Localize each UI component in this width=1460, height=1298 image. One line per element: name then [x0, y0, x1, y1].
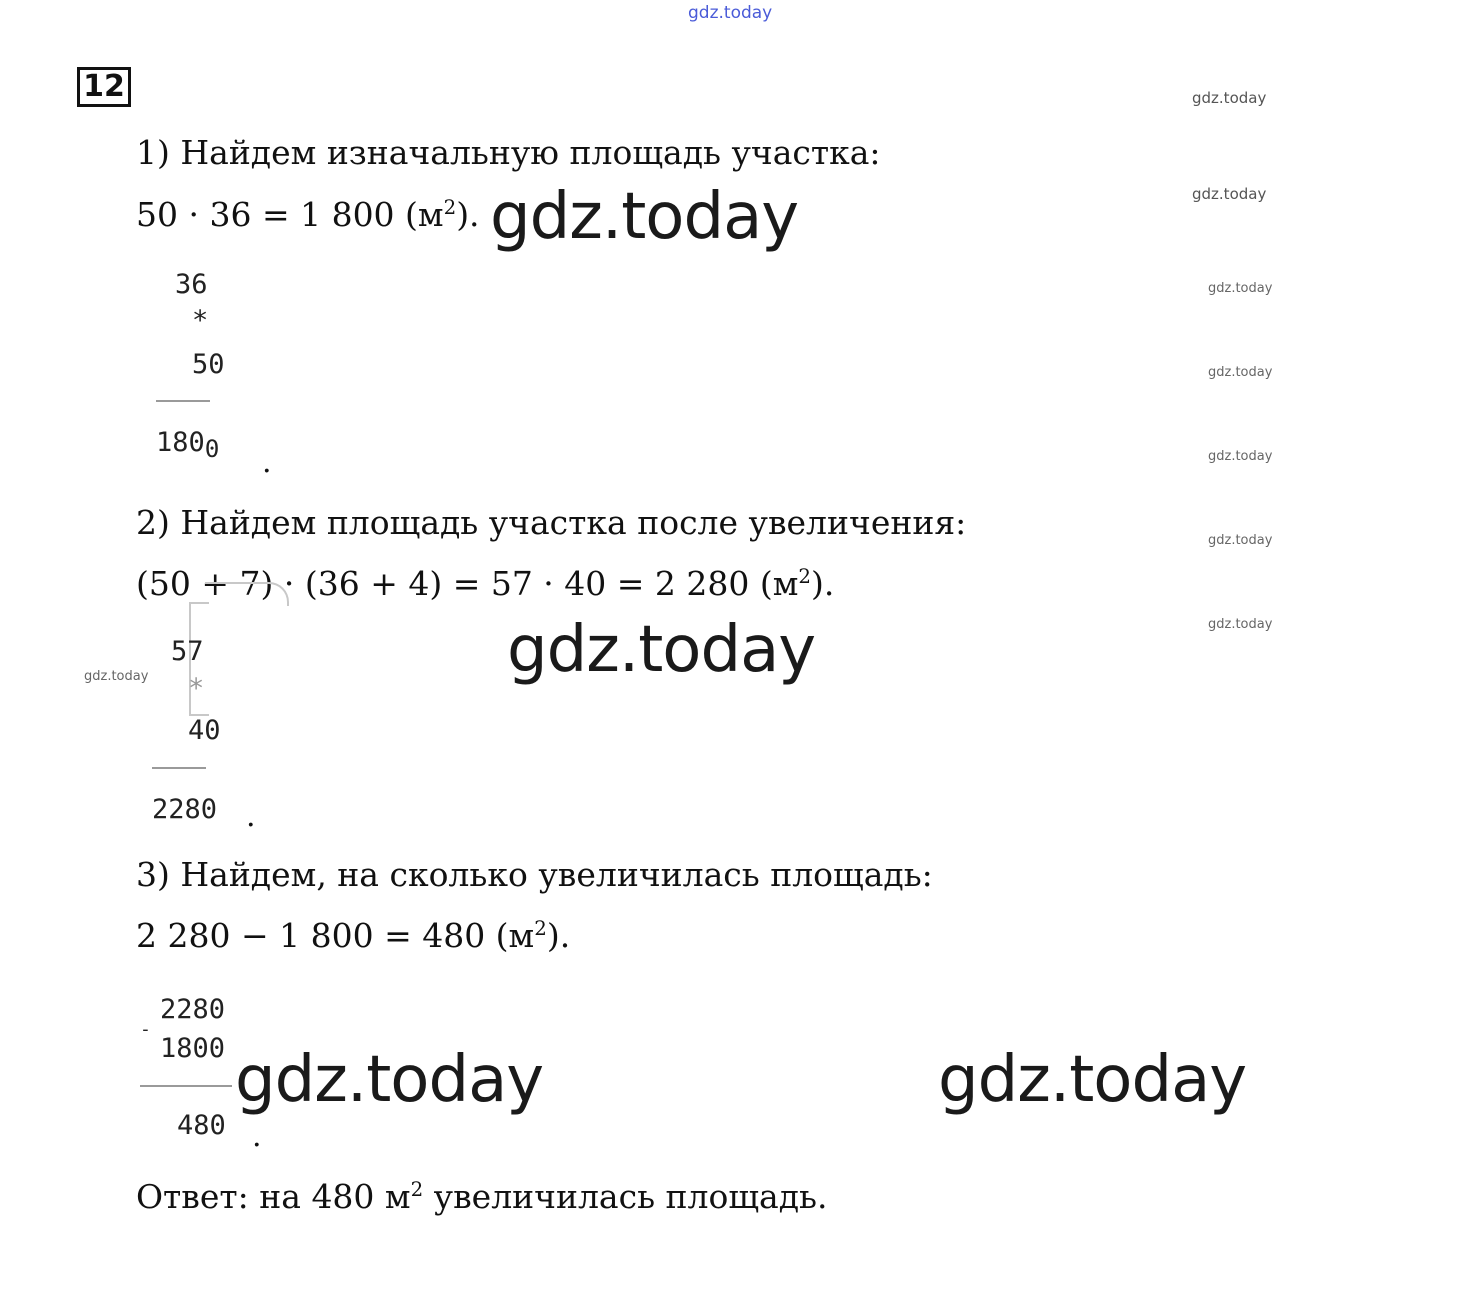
col1-operator: *	[192, 305, 209, 336]
answer-line	[136, 1177, 828, 1217]
watermark-big-2: gdz.today	[507, 613, 816, 687]
col1-bottom: 50	[192, 349, 225, 380]
step-1-expression	[136, 195, 480, 235]
watermark-big-1: gdz.today	[490, 180, 799, 254]
watermark-tiny-left: gdz.today	[84, 669, 149, 684]
col1-result-main: 180	[156, 427, 205, 458]
col2-top: 57	[171, 636, 204, 667]
step-3-expression	[136, 916, 570, 956]
col3-operator: -	[140, 1019, 151, 1040]
watermark-small-1: gdz.today	[1192, 89, 1267, 107]
col1-dot: .	[262, 445, 272, 480]
col2-rule	[152, 767, 206, 769]
step-1-expr-sup: 2	[443, 196, 457, 219]
col3-dot: .	[252, 1119, 262, 1154]
col2-bottom: 40	[188, 715, 221, 746]
step-2-expr-text: (50 + 7) · (36 + 4) = 57 · 40 = 2 280 (м	[136, 564, 799, 603]
col1-top: 36	[175, 269, 208, 300]
step-2-expr-sup: 2	[798, 565, 812, 588]
col1-rule	[156, 400, 210, 402]
step-2-heading: 2) Найдем площадь участка после увеличения:	[136, 503, 967, 542]
watermark-tiny-4: gdz.today	[1208, 533, 1273, 548]
watermark-tiny-5: gdz.today	[1208, 617, 1273, 632]
watermark-small-2: gdz.today	[1192, 185, 1267, 203]
step-3-expr-sup: 2	[534, 917, 547, 940]
answer-sup: 2	[410, 1178, 424, 1201]
step-1-heading: 1) Найдем изначальную площадь участка:	[136, 133, 881, 172]
step-1-expr-tail: ).	[456, 195, 480, 234]
answer-prefix: Ответ: на 480 м	[136, 1177, 411, 1216]
arc-artifact	[205, 582, 289, 606]
col2-dot: .	[246, 799, 256, 834]
watermark-big-4: gdz.today	[938, 1043, 1247, 1117]
col2-result: 2280	[152, 794, 218, 825]
watermark-tiny-3: gdz.today	[1208, 449, 1273, 464]
col3-top: 2280	[160, 994, 226, 1025]
watermark-top: gdz.today	[688, 3, 773, 23]
task-number-box: 12	[77, 67, 131, 107]
answer-suffix: увеличилась площадь.	[423, 1177, 828, 1216]
col1-result	[156, 428, 219, 464]
watermark-tiny-1: gdz.today	[1208, 281, 1273, 296]
watermark-tiny-2: gdz.today	[1208, 365, 1273, 380]
step-3-expr-tail: ).	[546, 916, 571, 955]
col1-result-sub: 0	[204, 434, 220, 463]
col3-rule	[140, 1085, 232, 1087]
step-3-expr-text: 2 280 − 1 800 = 480 (м	[136, 916, 535, 955]
step-2-expr-tail: ).	[811, 564, 835, 603]
col2-operator: *	[188, 673, 205, 704]
step-3-heading: 3) Найдем, на сколько увеличилась площадь:	[136, 855, 933, 894]
watermark-big-3: gdz.today	[235, 1043, 544, 1117]
step-1-expr-text: 50 · 36 = 1 800 (м	[136, 195, 444, 234]
col3-result: 480	[177, 1110, 226, 1141]
col3-bottom: 1800	[160, 1033, 226, 1064]
